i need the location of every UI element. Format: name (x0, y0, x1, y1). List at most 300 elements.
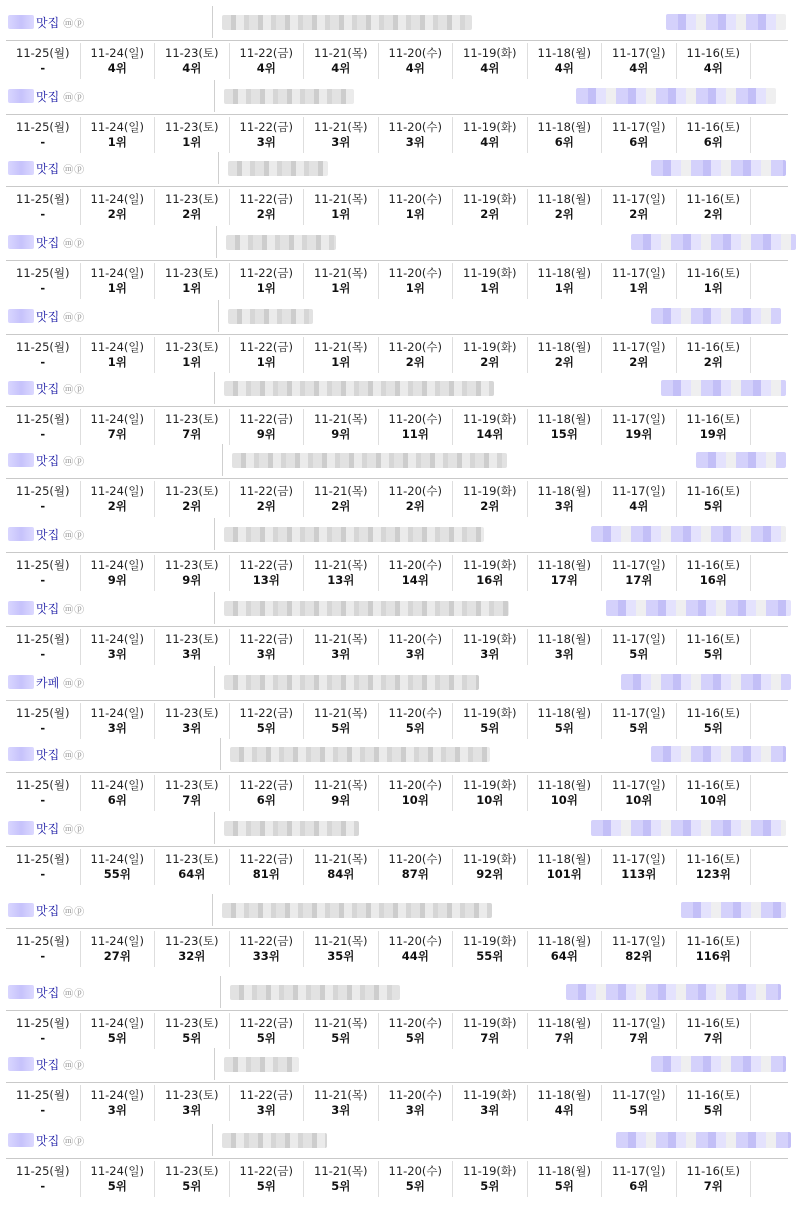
restaurant-title[interactable] (8, 524, 85, 544)
rank-cell (6, 409, 81, 445)
rank-cell (6, 931, 81, 967)
rank-date: 11-25(월) (16, 192, 70, 206)
rank-cell (528, 337, 603, 373)
rank-cell (677, 1013, 752, 1049)
rank-value: 2위 (629, 355, 649, 369)
restaurant-name-link[interactable]: 맛집 (36, 1057, 60, 1072)
rank-value: 7위 (703, 1179, 723, 1193)
rank-date: 11-21(목) (314, 1016, 368, 1030)
rank-value: 1위 (256, 281, 276, 295)
rank-cell (6, 1161, 81, 1197)
rank-cell (379, 117, 454, 153)
rank-date: 11-19(화) (463, 934, 517, 948)
restaurant-name-link[interactable]: 맛집 (36, 161, 60, 176)
rank-value: 1위 (182, 281, 202, 295)
rank-value: 5위 (107, 1031, 127, 1045)
rank-date: 11-16(토) (686, 934, 740, 948)
rank-value: 2위 (480, 207, 500, 221)
rank-cell (677, 703, 752, 739)
restaurant-title[interactable] (8, 378, 85, 398)
rank-date: 11-16(토) (686, 778, 740, 792)
blurred-address (228, 309, 313, 324)
rank-cell (602, 931, 677, 967)
restaurant-name-link[interactable]: 맛집 (36, 821, 60, 836)
map-place-icon[interactable]: ⓜⓟ (63, 824, 86, 836)
rank-cell (304, 43, 379, 79)
rank-cell (602, 849, 677, 885)
rank-cell (304, 337, 379, 373)
rank-cell (230, 931, 305, 967)
rank-date: 11-21(목) (314, 706, 368, 720)
rank-value: 5위 (331, 1031, 351, 1045)
restaurant-title[interactable] (8, 450, 85, 470)
rank-date: 11-17(일) (612, 120, 666, 134)
rank-date: 11-16(토) (686, 1016, 740, 1030)
map-place-icon[interactable]: ⓜⓟ (63, 384, 86, 396)
rank-value: 3위 (405, 1103, 425, 1117)
map-place-icon[interactable]: ⓜⓟ (63, 906, 86, 918)
rank-date: 11-25(월) (16, 120, 70, 134)
blurred-keyword (651, 1056, 786, 1072)
rank-value: 6위 (107, 793, 127, 807)
rank-value: 3위 (107, 721, 127, 735)
rank-value: - (40, 867, 46, 881)
rank-value: 14위 (476, 427, 504, 441)
map-place-icon[interactable]: ⓜⓟ (63, 1060, 86, 1072)
map-place-icon[interactable]: ⓜⓟ (63, 92, 86, 104)
map-place-icon[interactable]: ⓜⓟ (63, 530, 86, 542)
rank-date: 11-25(월) (16, 1164, 70, 1178)
rank-value: 6위 (554, 135, 574, 149)
rank-value: 16위 (699, 573, 727, 587)
rank-date: 11-16(토) (686, 340, 740, 354)
rank-cell (379, 189, 454, 225)
rank-cell (230, 1013, 305, 1049)
rank-value: 13위 (252, 573, 280, 587)
rank-cell (230, 337, 305, 373)
rank-date: 11-18(월) (537, 934, 591, 948)
blurred-address (222, 903, 492, 918)
rank-value: 3위 (331, 135, 351, 149)
rank-value: 9위 (331, 427, 351, 441)
rank-value: 2위 (331, 499, 351, 513)
rank-value: 3위 (405, 135, 425, 149)
restaurant-title[interactable] (8, 232, 85, 252)
blurred-keyword (621, 674, 791, 690)
rank-date: 11-25(월) (16, 558, 70, 572)
rank-cell (602, 263, 677, 299)
rank-value: 5위 (629, 721, 649, 735)
rank-date: 11-21(목) (314, 192, 368, 206)
rank-value: 10위 (476, 793, 504, 807)
rank-cell (602, 481, 677, 517)
rank-cell (453, 337, 528, 373)
restaurant-title[interactable] (8, 158, 85, 178)
blurred-name (8, 1057, 34, 1071)
rank-value: 19위 (625, 427, 653, 441)
rank-cell (230, 43, 305, 79)
rank-value: 1위 (182, 355, 202, 369)
rank-date: 11-19(화) (463, 1164, 517, 1178)
blurred-name (8, 309, 34, 323)
rank-value: 5위 (703, 499, 723, 513)
rank-value: 4위 (480, 135, 500, 149)
rank-date: 11-21(목) (314, 1088, 368, 1102)
restaurant-name-link[interactable]: 맛집 (36, 1133, 60, 1148)
rank-date: 11-16(토) (686, 266, 740, 280)
rank-cell (379, 849, 454, 885)
rank-date: 11-18(월) (537, 1088, 591, 1102)
rank-value: 6위 (703, 135, 723, 149)
rank-date: 11-23(토) (165, 1088, 219, 1102)
rank-cell (81, 43, 156, 79)
rank-cell (230, 849, 305, 885)
restaurant-title[interactable] (8, 1130, 85, 1150)
restaurant-title[interactable] (8, 86, 85, 106)
restaurant-name-link[interactable]: 맛집 (36, 903, 60, 918)
restaurant-title[interactable] (8, 12, 85, 32)
restaurant-header (6, 78, 788, 115)
rank-date: 11-22(금) (239, 120, 293, 134)
header-divider (214, 372, 215, 404)
rank-date: 11-23(토) (165, 484, 219, 498)
rank-date: 11-25(월) (16, 632, 70, 646)
rank-value: 5위 (405, 1179, 425, 1193)
rank-cell (677, 409, 752, 445)
rank-date: 11-17(일) (612, 192, 666, 206)
rank-value: 4위 (554, 61, 574, 75)
restaurant-name-link[interactable]: 맛집 (36, 747, 60, 762)
rank-date: 11-20(수) (388, 558, 442, 572)
restaurant-title[interactable] (8, 672, 85, 692)
restaurant-name-link[interactable]: 맛집 (36, 527, 60, 542)
restaurant-name-link[interactable]: 맛집 (36, 985, 60, 1000)
rank-cell (304, 555, 379, 591)
restaurant-header (6, 892, 788, 929)
blurred-keyword (566, 984, 781, 1000)
blurred-keyword (651, 160, 786, 176)
blurred-address (222, 1133, 327, 1148)
rank-date: 11-20(수) (388, 1016, 442, 1030)
blurred-address (224, 527, 484, 542)
rank-cell (81, 337, 156, 373)
restaurant-name-link[interactable]: 맛집 (36, 15, 60, 30)
restaurant-name-link[interactable]: 카페 (36, 675, 60, 690)
restaurant-name-link[interactable]: 맛집 (36, 89, 60, 104)
rank-date: 11-22(금) (239, 46, 293, 60)
blurred-name (8, 821, 34, 835)
rank-date: 11-23(토) (165, 266, 219, 280)
blurred-name (8, 453, 34, 467)
rank-value: - (40, 793, 46, 807)
rank-value: 2위 (182, 499, 202, 513)
rank-date: 11-20(수) (388, 1164, 442, 1178)
rank-date: 11-22(금) (239, 412, 293, 426)
blurred-name (8, 235, 34, 249)
rank-cell (155, 189, 230, 225)
rank-date: 11-20(수) (388, 266, 442, 280)
rank-date: 11-24(일) (90, 1088, 144, 1102)
rank-date: 11-24(일) (90, 934, 144, 948)
rank-row (6, 43, 788, 79)
rank-date: 11-16(토) (686, 46, 740, 60)
rank-cell (453, 849, 528, 885)
rank-value: 3위 (256, 135, 276, 149)
rank-cell (379, 43, 454, 79)
restaurant-header (6, 1046, 788, 1083)
rank-cell (453, 555, 528, 591)
restaurant-title[interactable] (8, 306, 85, 326)
rank-value: 3위 (256, 1103, 276, 1117)
rank-value: 33위 (252, 949, 280, 963)
blurred-address (224, 821, 359, 836)
rank-date: 11-17(일) (612, 340, 666, 354)
rank-date: 11-24(일) (90, 192, 144, 206)
blurred-address (228, 161, 328, 176)
restaurant-header (6, 442, 788, 479)
rank-value: 5위 (629, 1103, 649, 1117)
restaurant-name-link[interactable]: 맛집 (36, 601, 60, 616)
rank-cell (677, 629, 752, 665)
rank-cell (155, 703, 230, 739)
restaurant-title[interactable] (8, 982, 85, 1002)
blurred-address (230, 985, 400, 1000)
rank-date: 11-18(월) (537, 1016, 591, 1030)
rank-date: 11-18(월) (537, 340, 591, 354)
rank-date: 11-19(화) (463, 1088, 517, 1102)
rank-cell (304, 775, 379, 811)
rank-cell (528, 775, 603, 811)
rank-date: 11-18(월) (537, 706, 591, 720)
restaurant-header (6, 590, 788, 627)
rank-date: 11-19(화) (463, 558, 517, 572)
rank-value: 2위 (480, 499, 500, 513)
rank-row (6, 337, 788, 373)
blurred-keyword (576, 88, 776, 104)
rank-cell (453, 117, 528, 153)
rank-cell (304, 1085, 379, 1121)
rank-date: 11-20(수) (388, 706, 442, 720)
rank-value: 4위 (480, 61, 500, 75)
rank-cell (528, 481, 603, 517)
rank-value: 5위 (107, 1179, 127, 1193)
rank-date: 11-20(수) (388, 778, 442, 792)
rank-value: 35위 (327, 949, 355, 963)
rank-date: 11-16(토) (686, 1088, 740, 1102)
rank-value: 3위 (107, 647, 127, 661)
rank-date: 11-25(월) (16, 340, 70, 354)
rank-cell (379, 1085, 454, 1121)
rank-date: 11-17(일) (612, 852, 666, 866)
rank-cell (602, 629, 677, 665)
map-place-icon[interactable]: ⓜⓟ (63, 678, 86, 690)
rank-cell (528, 117, 603, 153)
rank-cell (304, 931, 379, 967)
rank-value: 2위 (703, 355, 723, 369)
rank-date: 11-18(월) (537, 1164, 591, 1178)
rank-date: 11-19(화) (463, 778, 517, 792)
restaurant-title[interactable] (8, 900, 85, 920)
rank-value: 32위 (178, 949, 206, 963)
rank-value: 101위 (546, 867, 582, 881)
restaurant-header (6, 370, 788, 407)
rank-date: 11-16(토) (686, 484, 740, 498)
restaurant-title[interactable] (8, 1054, 85, 1074)
rank-cell (528, 189, 603, 225)
rank-date: 11-17(일) (612, 1164, 666, 1178)
restaurant-name-link[interactable]: 맛집 (36, 309, 60, 324)
rank-date: 11-23(토) (165, 1016, 219, 1030)
rank-value: 10위 (625, 793, 653, 807)
rank-value: 5위 (331, 721, 351, 735)
restaurant-name-link[interactable]: 맛집 (36, 381, 60, 396)
restaurant-header (6, 810, 788, 847)
rank-value: 3위 (256, 647, 276, 661)
restaurant-title[interactable] (8, 598, 85, 618)
rank-cell (155, 481, 230, 517)
rank-cell (453, 189, 528, 225)
rank-value: 10위 (401, 793, 429, 807)
rank-value: - (40, 1031, 46, 1045)
rank-cell (453, 1161, 528, 1197)
rank-cell (453, 263, 528, 299)
rank-value: 55위 (103, 867, 131, 881)
rank-date: 11-19(화) (463, 340, 517, 354)
restaurant-header (6, 974, 788, 1011)
rank-value: 3위 (182, 647, 202, 661)
rank-date: 11-21(목) (314, 632, 368, 646)
rank-date: 11-16(토) (686, 558, 740, 572)
restaurant-title[interactable] (8, 744, 85, 764)
rank-date: 11-17(일) (612, 934, 666, 948)
rank-value: 17위 (625, 573, 653, 587)
rank-cell (230, 629, 305, 665)
map-place-icon[interactable]: ⓜⓟ (63, 18, 86, 30)
rank-cell (81, 117, 156, 153)
rank-value: 4위 (703, 61, 723, 75)
map-place-icon[interactable]: ⓜⓟ (63, 1136, 86, 1148)
rank-cell (81, 703, 156, 739)
rank-date: 11-20(수) (388, 120, 442, 134)
rank-date: 11-22(금) (239, 266, 293, 280)
rank-value: 1위 (331, 355, 351, 369)
rank-value: 5위 (256, 1031, 276, 1045)
rank-date: 11-24(일) (90, 484, 144, 498)
rank-cell (81, 409, 156, 445)
rank-value: 2위 (182, 207, 202, 221)
map-place-icon[interactable]: ⓜⓟ (63, 164, 86, 176)
rank-date: 11-22(금) (239, 558, 293, 572)
rank-date: 11-19(화) (463, 192, 517, 206)
rank-cell (304, 703, 379, 739)
rank-value: 3위 (554, 499, 574, 513)
rank-cell (81, 931, 156, 967)
map-place-icon[interactable]: ⓜⓟ (63, 238, 86, 250)
blurred-address (224, 675, 479, 690)
rank-cell (528, 1161, 603, 1197)
rank-cell (528, 1013, 603, 1049)
restaurant-header (6, 1122, 788, 1159)
rank-cell (379, 1161, 454, 1197)
rank-cell (602, 189, 677, 225)
rank-date: 11-22(금) (239, 778, 293, 792)
rank-cell (304, 1161, 379, 1197)
rank-date: 11-21(목) (314, 852, 368, 866)
rank-date: 11-25(월) (16, 778, 70, 792)
rank-cell (304, 409, 379, 445)
header-divider (222, 444, 223, 476)
rank-cell (155, 775, 230, 811)
rank-value: - (40, 573, 46, 587)
rank-date: 11-23(토) (165, 412, 219, 426)
restaurant-name-link[interactable]: 맛집 (36, 453, 60, 468)
rank-value: 9위 (331, 793, 351, 807)
rank-cell (155, 117, 230, 153)
rank-date: 11-25(월) (16, 852, 70, 866)
rank-date: 11-21(목) (314, 778, 368, 792)
blurred-address (224, 89, 354, 104)
rank-date: 11-16(토) (686, 120, 740, 134)
rank-date: 11-19(화) (463, 46, 517, 60)
rank-cell (230, 775, 305, 811)
restaurant-name-link[interactable]: 맛집 (36, 235, 60, 250)
rank-value: 7위 (703, 1031, 723, 1045)
map-place-icon[interactable]: ⓜⓟ (63, 312, 86, 324)
rank-date: 11-21(목) (314, 558, 368, 572)
rank-value: 9위 (256, 427, 276, 441)
blurred-address (224, 381, 494, 396)
map-place-icon[interactable]: ⓜⓟ (63, 456, 86, 468)
rank-date: 11-18(월) (537, 632, 591, 646)
rank-value: 1위 (554, 281, 574, 295)
header-divider (214, 666, 215, 698)
restaurant-header (6, 224, 788, 261)
rank-date: 11-18(월) (537, 778, 591, 792)
map-place-icon[interactable]: ⓜⓟ (63, 750, 86, 762)
rank-date: 11-23(토) (165, 192, 219, 206)
rank-cell (6, 263, 81, 299)
blurred-address (224, 1057, 299, 1072)
rank-value: - (40, 61, 46, 75)
rank-cell (677, 775, 752, 811)
rank-date: 11-20(수) (388, 484, 442, 498)
map-place-icon[interactable]: ⓜⓟ (63, 604, 86, 616)
rank-cell (528, 703, 603, 739)
rank-date: 11-17(일) (612, 706, 666, 720)
rank-value: - (40, 1179, 46, 1193)
rank-cell (602, 703, 677, 739)
blurred-keyword (606, 600, 791, 616)
map-place-icon[interactable]: ⓜⓟ (63, 988, 86, 1000)
rank-cell (304, 117, 379, 153)
restaurant-header (6, 736, 788, 773)
rank-cell (453, 931, 528, 967)
rank-cell (81, 1161, 156, 1197)
rank-cell (602, 409, 677, 445)
restaurant-header (6, 150, 788, 187)
rank-cell (304, 629, 379, 665)
rank-cell (379, 555, 454, 591)
restaurant-block (6, 590, 788, 665)
rank-cell (379, 703, 454, 739)
restaurant-title[interactable] (8, 818, 85, 838)
blurred-address (230, 747, 490, 762)
rank-date: 11-19(화) (463, 706, 517, 720)
rank-date: 11-18(월) (537, 852, 591, 866)
rank-cell (453, 43, 528, 79)
rank-value: 116위 (695, 949, 731, 963)
blurred-name (8, 527, 34, 541)
